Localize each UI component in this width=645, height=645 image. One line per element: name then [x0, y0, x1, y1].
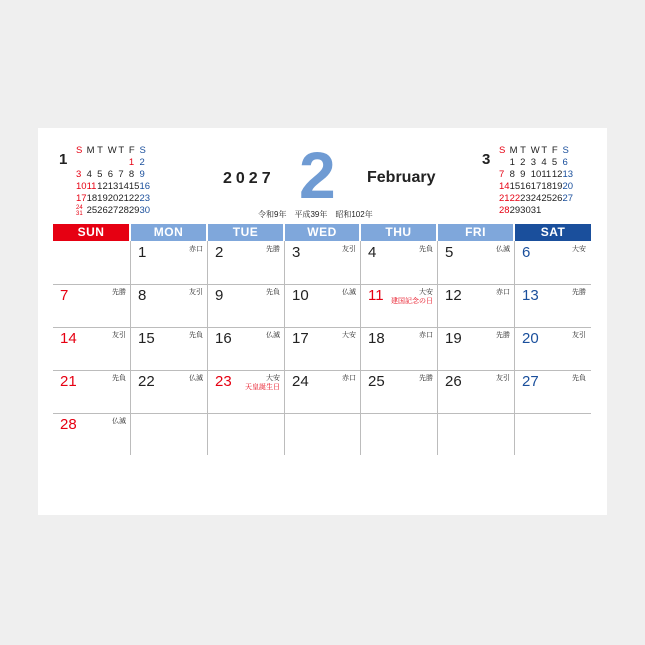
mini-day: 25 — [86, 205, 98, 216]
day-number: 6 — [522, 244, 531, 261]
rokuyo-label: 先負 — [112, 375, 126, 382]
mini-day: 15 — [128, 181, 140, 192]
weekday-header-mon: MON — [131, 224, 206, 241]
day-number: 4 — [368, 244, 377, 261]
mini-day: 7 — [499, 169, 505, 180]
mini-day: 29 — [128, 205, 140, 216]
day-cell[interactable] — [515, 241, 590, 284]
day-cell[interactable] — [208, 327, 284, 370]
mini-day — [541, 205, 552, 217]
mini-day: 3 — [76, 169, 82, 180]
rokuyo-label: 赤口 — [496, 289, 510, 296]
mini-day: 3 — [530, 157, 537, 168]
rokuyo-label: 友引 — [496, 375, 510, 382]
mini-day: 28 — [499, 205, 510, 216]
rokuyo-label: 仏滅 — [496, 246, 510, 253]
day-cell[interactable] — [53, 327, 130, 370]
mini-day: 8 — [509, 169, 515, 180]
rokuyo-label: 先負 — [419, 246, 433, 253]
day-number: 5 — [445, 244, 454, 261]
era-showa: 昭和102年 — [335, 210, 373, 219]
rokuyo-label: 友引 — [572, 332, 586, 339]
weekday-header-wed: WED — [285, 224, 359, 241]
day-number: 21 — [60, 373, 77, 390]
day-number: 19 — [445, 330, 462, 347]
rokuyo-label: 大安 — [266, 375, 280, 382]
mini-prev-table — [76, 145, 150, 217]
day-number: 24 — [292, 373, 309, 390]
mini-weekday-header: S — [76, 145, 83, 156]
month-grid — [53, 241, 591, 455]
mini-day: 11 — [86, 181, 97, 192]
mini-day: 8 — [128, 169, 135, 180]
mini-day: 26 — [97, 205, 108, 216]
mini-day — [562, 205, 573, 217]
mini-day: 27 — [562, 193, 574, 204]
rokuyo-label: 先勝 — [496, 332, 510, 339]
mini-day: 20 — [562, 181, 574, 192]
day-cell[interactable] — [53, 413, 130, 455]
year-label: 2027 — [223, 170, 275, 187]
day-number: 1 — [138, 244, 147, 261]
weekday-header-fri: FRI — [438, 224, 513, 241]
day-number: 7 — [60, 287, 69, 304]
mini-weekday-header: M — [86, 145, 95, 156]
day-number: 12 — [445, 287, 462, 304]
mini-day: 14 — [118, 181, 129, 192]
mini-day: 6 — [562, 157, 568, 168]
day-cell[interactable] — [285, 370, 360, 413]
mini-weekday-header: S — [499, 145, 506, 156]
rokuyo-label: 先負 — [189, 332, 203, 339]
mini-day: 30 — [520, 205, 531, 216]
mini-day: 7 — [118, 169, 124, 180]
mini-weekday-header: F — [128, 145, 135, 156]
era-heisei: 平成39年 — [294, 210, 328, 219]
mini-weekday-header: F — [551, 145, 558, 156]
rokuyo-label: 仏滅 — [266, 332, 280, 339]
mini-next-month-number: 3 — [482, 151, 491, 168]
mini-day: 9 — [139, 169, 145, 180]
mini-day — [76, 157, 87, 169]
mini-prev-month-number: 1 — [59, 151, 68, 168]
rokuyo-label: 赤口 — [342, 375, 356, 382]
rokuyo-label: 先負 — [572, 375, 586, 382]
mini-day: 21 — [499, 193, 510, 204]
mini-day: 5 — [97, 169, 103, 180]
day-cell[interactable] — [208, 284, 284, 327]
mini-day: 30 — [139, 205, 151, 216]
day-number: 22 — [138, 373, 155, 390]
mini-day — [499, 157, 510, 169]
mini-day: 13 — [562, 169, 574, 180]
day-cell[interactable] — [53, 284, 130, 327]
day-number: 9 — [215, 287, 224, 304]
day-number: 27 — [522, 373, 539, 390]
mini-day: 27 — [107, 205, 119, 216]
day-number: 25 — [368, 373, 385, 390]
day-cell[interactable] — [515, 284, 590, 327]
mini-next-table — [499, 145, 573, 217]
day-cell[interactable] — [361, 327, 437, 370]
rokuyo-label: 仏滅 — [189, 375, 203, 382]
mini-day: 28 — [118, 205, 129, 216]
mini-day: 12 — [551, 169, 563, 180]
mini-weekday-header: T — [541, 145, 548, 156]
day-number: 17 — [292, 330, 309, 347]
day-number: 18 — [368, 330, 385, 347]
rokuyo-label: 友引 — [112, 332, 126, 339]
mini-weekday-header: W — [530, 145, 540, 156]
rokuyo-label: 先勝 — [419, 375, 433, 382]
day-number: 23 — [215, 373, 232, 390]
mini-day: 1 — [509, 157, 515, 168]
day-cell[interactable] — [361, 241, 437, 284]
mini-day: 13 — [107, 181, 119, 192]
rokuyo-label: 大安 — [342, 332, 356, 339]
day-number: 3 — [292, 244, 301, 261]
mini-day: 19 — [97, 193, 108, 204]
mini-day: 20 — [107, 193, 119, 204]
day-cell[interactable] — [131, 241, 207, 284]
day-cell[interactable] — [53, 370, 130, 413]
mini-day: 9 — [520, 169, 526, 180]
day-cell[interactable] — [285, 241, 360, 284]
day-number: 26 — [445, 373, 462, 390]
mini-day: 24 — [530, 193, 542, 204]
mini-day: 4 — [541, 157, 547, 168]
day-cell[interactable] — [285, 284, 360, 327]
mini-day: 2 — [139, 157, 145, 168]
day-cell[interactable] — [515, 370, 590, 413]
day-cell[interactable] — [361, 284, 437, 327]
era-years — [258, 209, 381, 220]
mini-day: 16 — [520, 181, 531, 192]
mini-day: 12 — [97, 181, 108, 192]
mini-weekday-header: T — [118, 145, 125, 156]
holiday-label: 天皇誕生日 — [245, 384, 280, 391]
day-cell[interactable] — [438, 327, 514, 370]
weekday-header-tue: TUE — [208, 224, 283, 241]
era-reiwa: 令和9年 — [258, 210, 287, 219]
mini-weekday-header: S — [139, 145, 146, 156]
day-cell[interactable] — [361, 370, 437, 413]
mini-day: 10 — [530, 169, 542, 180]
mini-day: 18 — [541, 181, 552, 192]
mini-day: 29 — [509, 205, 521, 216]
rokuyo-label: 赤口 — [189, 246, 203, 253]
mini-day — [97, 157, 108, 169]
day-cell[interactable] — [131, 284, 207, 327]
mini-day-split: 24 — [76, 205, 83, 211]
mini-day: 17 — [530, 181, 542, 192]
day-cell[interactable] — [208, 370, 284, 413]
mini-weekday-header: T — [97, 145, 103, 156]
mini-day: 23 — [520, 193, 531, 204]
mini-day — [87, 157, 98, 169]
mini-day: 11 — [541, 169, 552, 180]
mini-day — [118, 157, 129, 169]
day-cell[interactable] — [438, 284, 514, 327]
rokuyo-label: 友引 — [189, 289, 203, 296]
mini-day: 17 — [76, 193, 87, 204]
mini-day: 15 — [509, 181, 521, 192]
rokuyo-label: 赤口 — [419, 332, 433, 339]
rokuyo-label: 大安 — [419, 289, 433, 296]
day-number: 2 — [215, 244, 224, 261]
grid-row-divider — [53, 413, 591, 414]
mini-day: 1 — [128, 157, 135, 168]
rokuyo-label: 先勝 — [572, 289, 586, 296]
mini-day — [552, 205, 563, 217]
mini-day: 5 — [551, 157, 558, 168]
day-number: 28 — [60, 416, 77, 433]
mini-day — [76, 205, 87, 217]
weekday-header-sun: SUN — [53, 224, 129, 241]
mini-day: 16 — [139, 181, 151, 192]
mini-day — [108, 157, 119, 169]
mini-day-split: 31 — [76, 211, 83, 217]
mini-day: 21 — [118, 193, 129, 204]
mini-day: 2 — [520, 157, 526, 168]
day-number: 20 — [522, 330, 539, 347]
mini-day: 10 — [76, 181, 87, 192]
day-number: 11 — [368, 287, 384, 304]
mini-day: 22 — [509, 193, 521, 204]
rokuyo-label: 仏滅 — [342, 289, 356, 296]
mini-day: 19 — [551, 181, 563, 192]
day-cell[interactable] — [131, 370, 207, 413]
weekday-header-sat: SAT — [515, 224, 591, 241]
mini-day: 26 — [551, 193, 563, 204]
day-number: 8 — [138, 287, 147, 304]
day-cell[interactable] — [438, 241, 514, 284]
rokuyo-label: 大安 — [572, 246, 586, 253]
day-cell[interactable] — [285, 327, 360, 370]
mini-day: 4 — [86, 169, 92, 180]
month-number: 2 — [299, 138, 336, 212]
day-cell[interactable] — [438, 370, 514, 413]
day-cell[interactable] — [515, 327, 590, 370]
holiday-label: 建国記念の日 — [391, 298, 433, 305]
mini-day: 31 — [530, 205, 542, 216]
month-name: February — [367, 169, 436, 186]
rokuyo-label: 先勝 — [266, 246, 280, 253]
mini-day: 23 — [139, 193, 151, 204]
mini-day: 25 — [541, 193, 552, 204]
mini-weekday-header: S — [562, 145, 569, 156]
day-cell[interactable] — [131, 327, 207, 370]
rokuyo-label: 先負 — [266, 289, 280, 296]
day-number: 13 — [522, 287, 539, 304]
mini-day: 14 — [499, 181, 510, 192]
mini-weekday-header: W — [107, 145, 117, 156]
weekday-header-thu: THU — [361, 224, 436, 241]
day-cell[interactable] — [208, 241, 284, 284]
mini-day: 22 — [128, 193, 140, 204]
day-number: 15 — [138, 330, 155, 347]
mini-day: 6 — [107, 169, 114, 180]
rokuyo-label: 先勝 — [112, 289, 126, 296]
mini-weekday-header: M — [509, 145, 518, 156]
mini-weekday-header: T — [520, 145, 526, 156]
mini-day: 18 — [86, 193, 98, 204]
rokuyo-label: 仏滅 — [112, 418, 126, 425]
day-number: 16 — [215, 330, 232, 347]
day-number: 10 — [292, 287, 309, 304]
day-number: 14 — [60, 330, 77, 347]
rokuyo-label: 友引 — [342, 246, 356, 253]
